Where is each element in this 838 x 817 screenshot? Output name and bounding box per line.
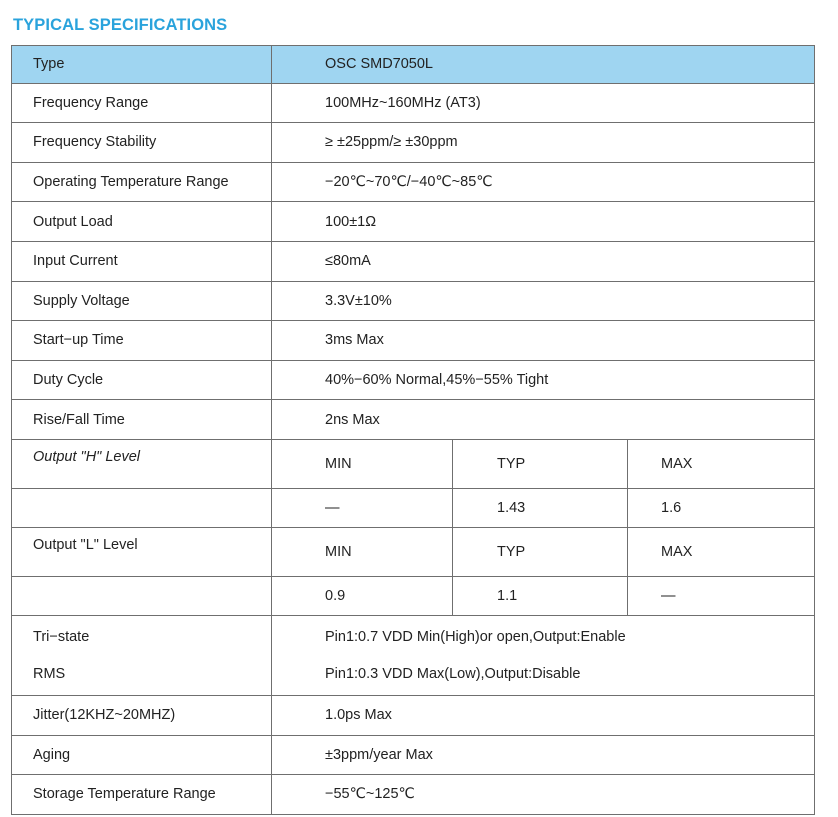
row-value: ±3ppm/year Max [272, 735, 815, 775]
rms-label: RMS [33, 665, 66, 682]
output-h-min-header: MIN [272, 439, 453, 488]
row-value: 3ms Max [272, 321, 815, 361]
row-value: ≤80mA [272, 241, 815, 281]
tristate-label: Tri−state [33, 628, 90, 645]
type-value: OSC SMD7050L [272, 46, 815, 84]
section-title: TYPICAL SPECIFICATIONS [13, 16, 228, 34]
tristate-enable-text: Pin1:0.7 VDD Min(High)or open,Output:Enable [325, 628, 626, 645]
row-label: Supply Voltage [12, 281, 272, 321]
output-h-max-value: 1.6 [628, 488, 815, 528]
output-l-value-row [12, 576, 815, 616]
table-row [12, 400, 815, 440]
table-row [12, 281, 815, 321]
output-l-min-value: 0.9 [272, 576, 453, 616]
row-label: Output Load [12, 202, 272, 242]
tristate-row [12, 616, 815, 696]
row-value: ≥ ±25ppm/≥ ±30ppm [272, 123, 815, 163]
tristate-disable-text: Pin1:0.3 VDD Max(Low),Output:Disable [325, 665, 581, 682]
table-row [12, 360, 815, 400]
output-h-max-header: MAX [628, 439, 815, 488]
row-label: Frequency Stability [12, 123, 272, 163]
tristate-label-cell [12, 616, 272, 696]
output-l-typ-value: 1.1 [453, 576, 628, 616]
output-l-label: Output "L" Level [12, 528, 272, 577]
output-l-empty-cell [12, 576, 272, 616]
specifications-table [11, 45, 815, 815]
row-label: Storage Temperature Range [12, 775, 272, 815]
output-l-typ-header: TYP [453, 528, 628, 577]
table-row [12, 202, 815, 242]
output-h-typ-header: TYP [453, 439, 628, 488]
table-row [12, 695, 815, 735]
row-label: Input Current [12, 241, 272, 281]
table-row [12, 123, 815, 163]
row-value: 100±1Ω [272, 202, 815, 242]
row-label: Start−up Time [12, 321, 272, 361]
row-value: 3.3V±10% [272, 281, 815, 321]
table-row [12, 162, 815, 202]
row-value: 100MHz~160MHz (AT3) [272, 83, 815, 123]
row-label: Duty Cycle [12, 360, 272, 400]
row-label: Frequency Range [12, 83, 272, 123]
type-label: Type [12, 46, 272, 84]
row-label: Operating Temperature Range [12, 162, 272, 202]
output-h-header-row [12, 439, 815, 488]
table-header-row [12, 46, 815, 84]
tristate-value-cell [272, 616, 815, 696]
table-row [12, 775, 815, 815]
row-label: Rise/Fall Time [12, 400, 272, 440]
row-value: 40%−60% Normal,45%−55% Tight [272, 360, 815, 400]
output-h-typ-value: 1.43 [453, 488, 628, 528]
row-value: 1.0ps Max [272, 695, 815, 735]
table-row [12, 735, 815, 775]
output-l-min-header: MIN [272, 528, 453, 577]
output-h-min-value: — [272, 488, 453, 528]
row-label: Aging [12, 735, 272, 775]
row-value: −55℃~125℃ [272, 775, 815, 815]
table-row [12, 321, 815, 361]
output-l-header-row [12, 528, 815, 577]
output-h-value-row [12, 488, 815, 528]
output-l-max-value: — [628, 576, 815, 616]
output-h-empty-cell [12, 488, 272, 528]
row-value: 2ns Max [272, 400, 815, 440]
row-label: Jitter(12KHZ~20MHZ) [12, 695, 272, 735]
table-row [12, 241, 815, 281]
output-l-max-header: MAX [628, 528, 815, 577]
row-value: −20℃~70℃/−40℃~85℃ [272, 162, 815, 202]
table-row [12, 83, 815, 123]
output-h-label: Output "H" Level [12, 439, 272, 488]
